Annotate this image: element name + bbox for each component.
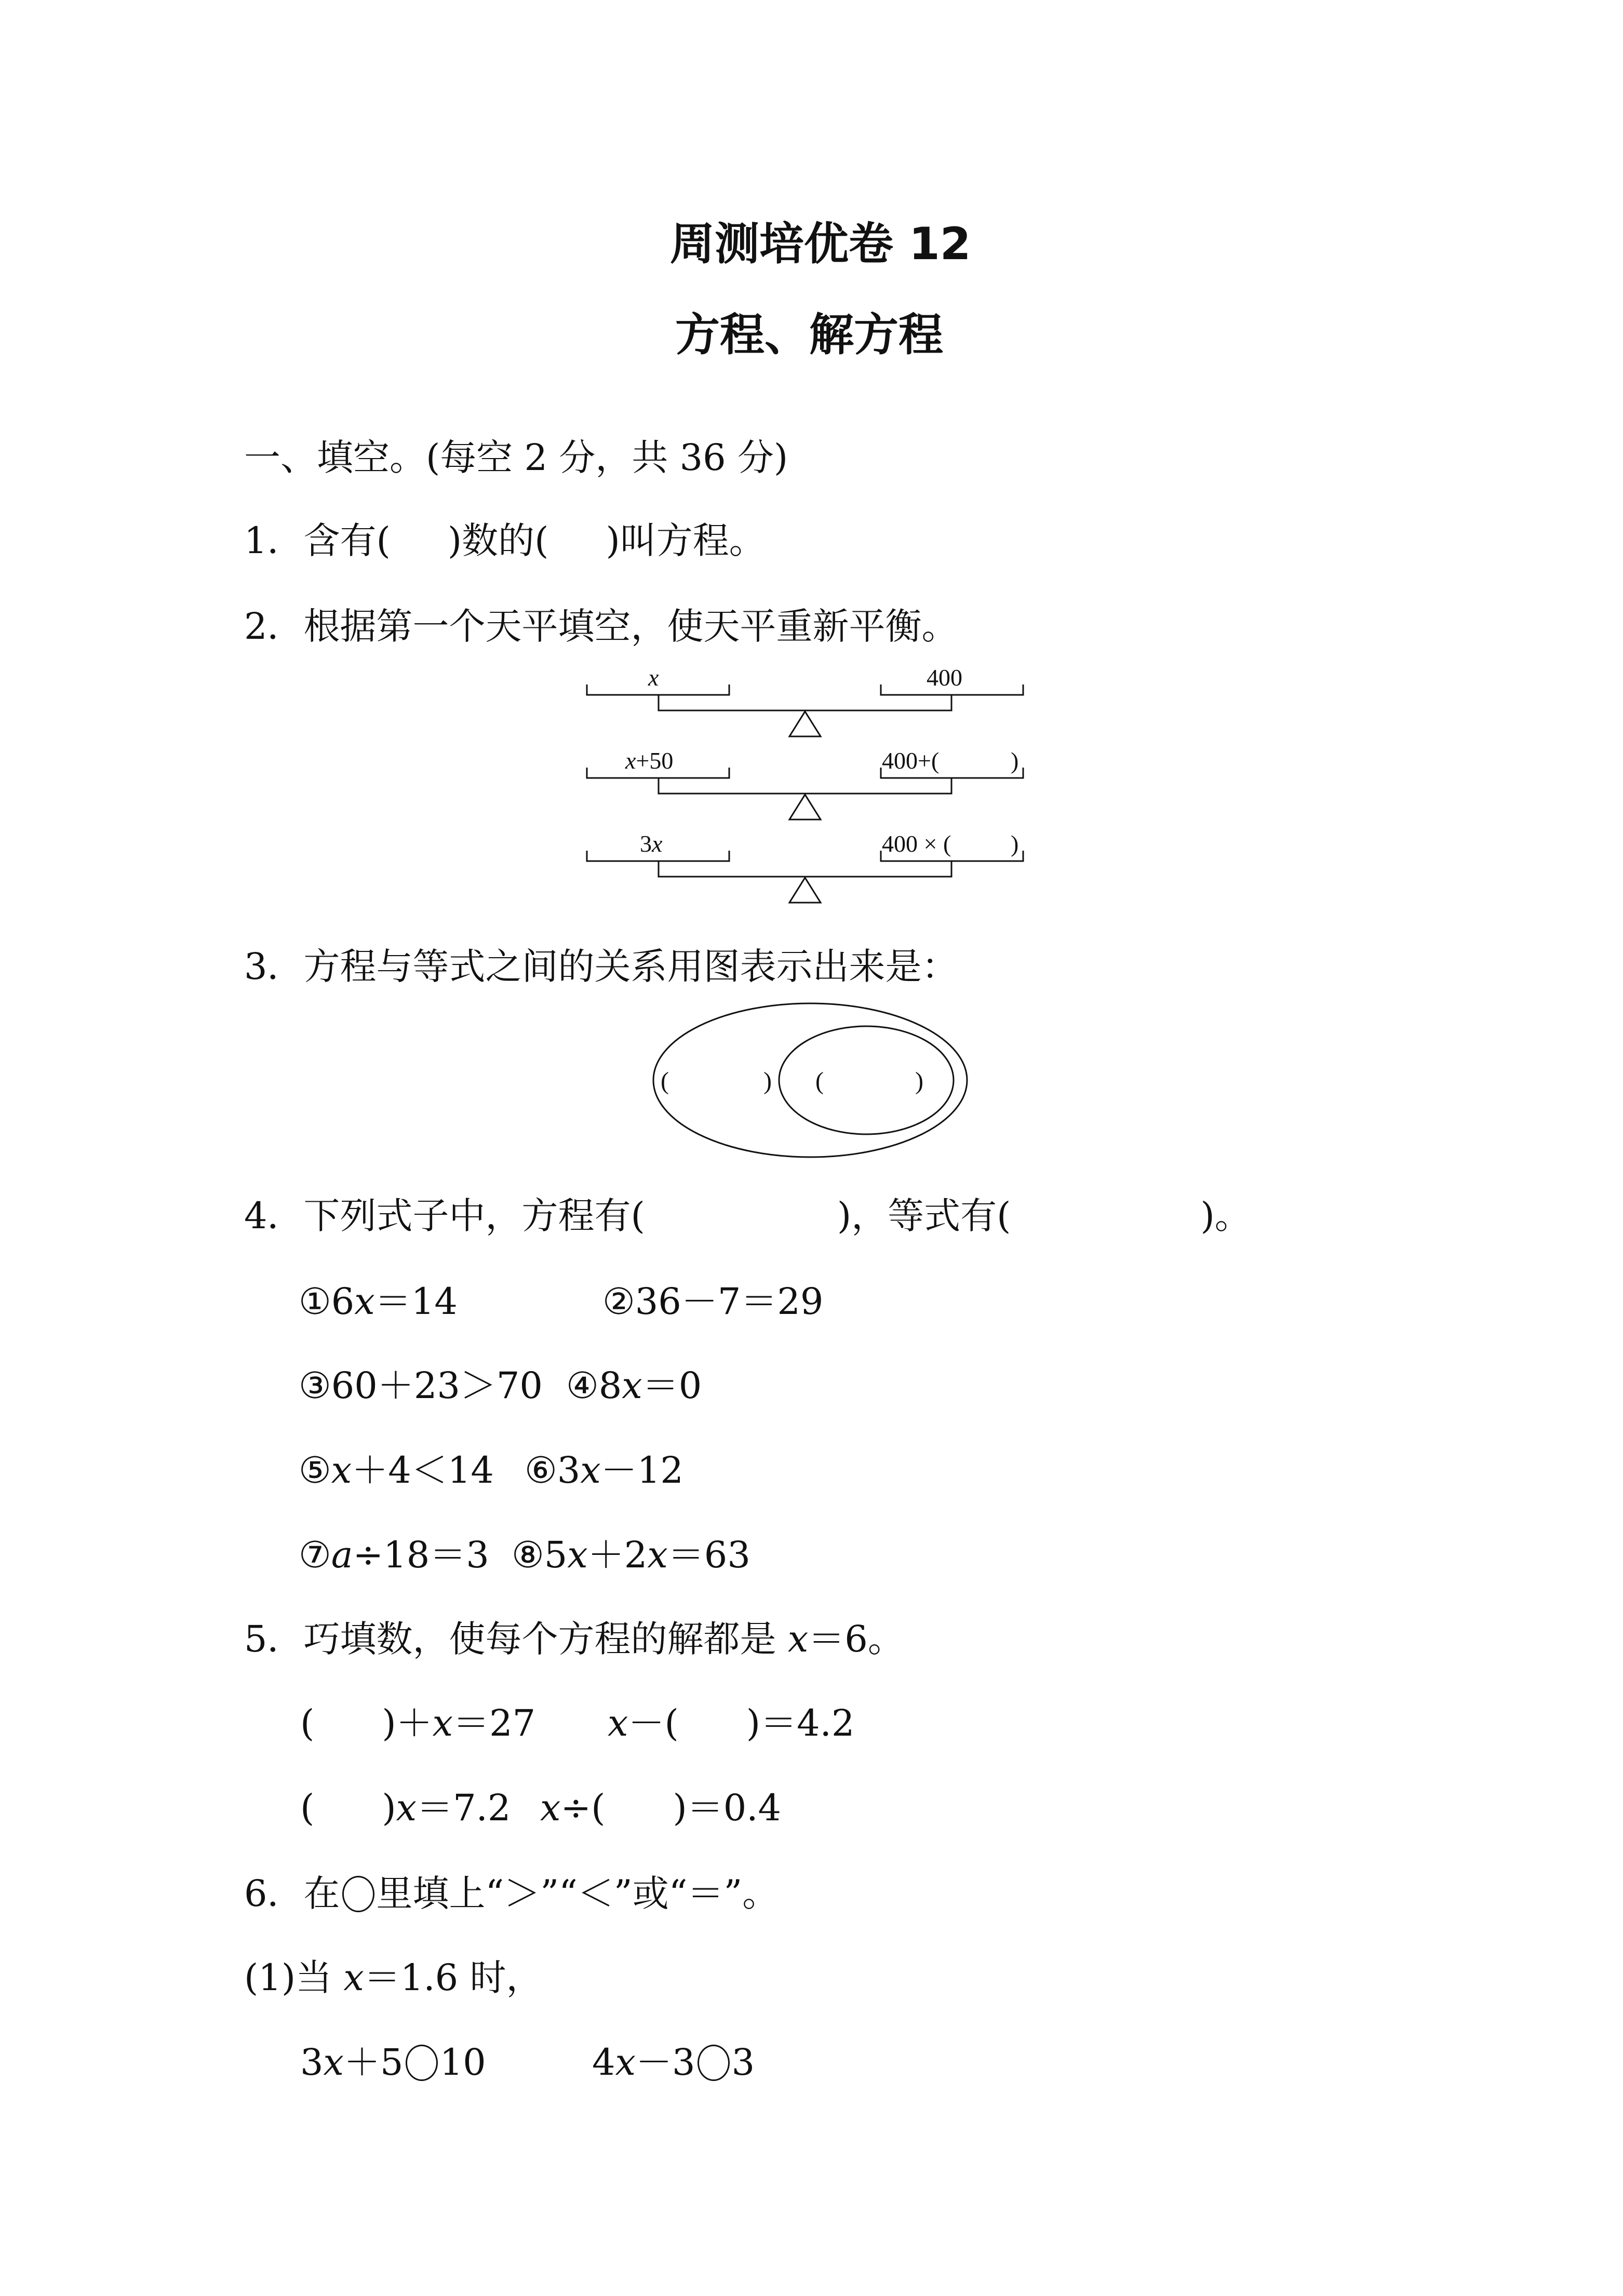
q6-sub1-var: x: [343, 1956, 364, 1999]
q6-text-b: 里填上“＞”“＜”或“＝”。: [376, 1872, 779, 1915]
q4-item-5-var: x: [331, 1449, 352, 1492]
q6-compare-1: [300, 2033, 486, 2086]
balance-3-right: 400 × (: [882, 830, 951, 857]
q5-e1-open: (: [300, 1702, 315, 1744]
balance-1-left: x: [648, 664, 659, 691]
balance-2-left-var: x: [625, 747, 636, 774]
q4-item-4-var: x: [622, 1364, 642, 1407]
question-3: [244, 937, 958, 990]
q4-item-4-a: ④8: [566, 1364, 622, 1407]
balance-3-left-num: 3: [640, 830, 652, 857]
q6-c2-b: －3: [636, 2041, 695, 2084]
balance-3-right-close: ): [1011, 830, 1019, 857]
q4-item-7-b: ÷18＝3: [353, 1534, 489, 1576]
q5-e1-rest: ＝27: [453, 1702, 536, 1744]
fulcrum: [789, 711, 821, 736]
q4-item-1: [299, 1272, 458, 1325]
balance-3-left-var: x: [652, 830, 663, 857]
q5-equation-1: [300, 1694, 535, 1747]
q6-number: 6．: [244, 1872, 304, 1915]
svg-text:x+50: [625, 747, 673, 774]
balance-1-right: 400: [927, 664, 962, 691]
q4-item-7: [299, 1526, 489, 1578]
balance-2: [587, 768, 1023, 820]
q6-c2-a: 4: [592, 2041, 615, 2084]
q1-number: 1．: [244, 519, 304, 562]
q6-text-a: 在: [303, 1872, 340, 1915]
q4-item-6-var: x: [580, 1449, 601, 1492]
q5-e4-open: ÷(: [560, 1787, 606, 1829]
q5-e1-close: )＋: [382, 1702, 433, 1744]
inner-blank-close: ): [915, 1067, 923, 1095]
q4-item-8-a: ⑧5: [512, 1534, 568, 1576]
q6-c2-c: 3: [731, 2041, 755, 2084]
q4-item-4: [566, 1357, 702, 1409]
q4-item-8-c: ＝63: [667, 1534, 750, 1576]
q4-item-5-a: ⑤: [299, 1449, 331, 1492]
q5-e3-rest: ＝7.2: [417, 1787, 511, 1829]
q4-item-6-b: －12: [600, 1449, 683, 1492]
q4-item-3: ③60＋23＞70: [299, 1364, 543, 1407]
q5-e4-rest: )＝0.4: [673, 1787, 782, 1829]
q4-item-1-var: x: [354, 1280, 375, 1323]
q4-text-b: )，等式有(: [837, 1194, 1011, 1237]
question-4: [244, 1187, 1251, 1239]
q5-e4-var: x: [540, 1787, 561, 1829]
balance-3: [587, 851, 1023, 903]
q4-item-8-b: ＋2: [587, 1534, 648, 1576]
q3-text: 方程与等式之间的关系用图表示出来是：: [303, 945, 958, 988]
svg-text:3x: [640, 830, 663, 857]
q4-item-4-b: ＝0: [642, 1364, 702, 1407]
section-heading: 一、填空。(每空 2 分，共 36 分): [244, 436, 788, 479]
q4-item-2: ②36－7＝29: [602, 1280, 824, 1323]
balance-2-right-close: ): [1011, 747, 1019, 774]
question-2: [244, 597, 958, 650]
q2-number: 2．: [244, 605, 304, 648]
q6-c1-var: x: [323, 2041, 344, 2084]
q1-text-c: )叫方程。: [606, 519, 766, 562]
q4-item-8-var1: x: [567, 1534, 588, 1576]
balance-2-left-rest: +50: [636, 747, 674, 774]
q5-e3-close: ): [382, 1787, 396, 1829]
page-title: 周测培优卷 12: [670, 218, 971, 270]
q5-eq: ＝6。: [808, 1618, 904, 1660]
q2-text: 根据第一个天平填空，使天平重新平衡。: [303, 605, 958, 648]
inner-blank-open: (: [815, 1067, 824, 1095]
inner-ellipse: [779, 1026, 954, 1134]
q5-text: 巧填数，使每个方程的解都是: [303, 1618, 788, 1660]
q5-e1-var: x: [432, 1702, 453, 1744]
q4-text-c: )。: [1200, 1194, 1251, 1237]
q5-number: 5．: [244, 1618, 304, 1660]
q6-c2-var: x: [615, 2041, 636, 2084]
q4-item-5: [299, 1441, 494, 1494]
q4-item-5-b: ＋4＜14: [352, 1449, 494, 1492]
q4-item-6-a: ⑥3: [525, 1449, 581, 1492]
q3-number: 3．: [244, 945, 304, 988]
q5-e2-rest: )＝4.2: [746, 1702, 855, 1744]
question-6: [244, 1864, 779, 1917]
q4-item-8: [512, 1526, 750, 1578]
q5-var: x: [787, 1618, 809, 1660]
q6-c1-a: 3: [300, 2041, 324, 2084]
balance-diagram: [582, 660, 1028, 919]
venn-diagram: [644, 1000, 976, 1166]
q5-equation-2: [608, 1694, 854, 1747]
q6-compare-2: [592, 2033, 755, 2086]
q6-sub1-a: (1)当: [244, 1956, 344, 1999]
question-5: [244, 1610, 904, 1662]
balance-1: [587, 684, 1023, 736]
compare-circle-2[interactable]: [698, 2045, 730, 2081]
q6-c1-c: 10: [439, 2041, 486, 2084]
q4-item-6: [525, 1441, 683, 1494]
page-subtitle: 方程、解方程: [675, 309, 943, 361]
q5-equation-3: [300, 1779, 511, 1831]
q4-item-8-var2: x: [647, 1534, 668, 1576]
q5-e2-var: x: [608, 1702, 628, 1744]
q6-sub1-b: ＝1.6 时，: [364, 1956, 543, 1999]
compare-circle-1[interactable]: [406, 2045, 438, 2081]
circle-blank-icon: [342, 1876, 374, 1912]
outer-blank-close: ): [763, 1067, 772, 1095]
q4-text-a: 下列式子中，方程有(: [303, 1194, 645, 1237]
q4-item-7-var: a: [331, 1534, 353, 1576]
question-1: [244, 512, 766, 564]
q4-item-1-a: ①6: [299, 1280, 355, 1323]
q5-e3-open: (: [300, 1787, 315, 1829]
q6-sub-1: [244, 1949, 542, 2001]
q6-c1-b: ＋5: [344, 2041, 404, 2084]
q5-e3-var: x: [396, 1787, 417, 1829]
q4-number: 4．: [244, 1194, 304, 1237]
q5-e2-open: －(: [628, 1702, 679, 1744]
q4-item-7-a: ⑦: [299, 1534, 331, 1576]
outer-blank-open: (: [661, 1067, 669, 1095]
q1-text-a: 含有(: [303, 519, 391, 562]
fulcrum: [789, 795, 821, 820]
balance-2-right: 400+(: [882, 747, 940, 774]
fulcrum: [789, 878, 821, 903]
q5-equation-4: [540, 1779, 781, 1831]
q1-text-b: )数的(: [447, 519, 549, 562]
q4-item-1-b: ＝14: [374, 1280, 458, 1323]
